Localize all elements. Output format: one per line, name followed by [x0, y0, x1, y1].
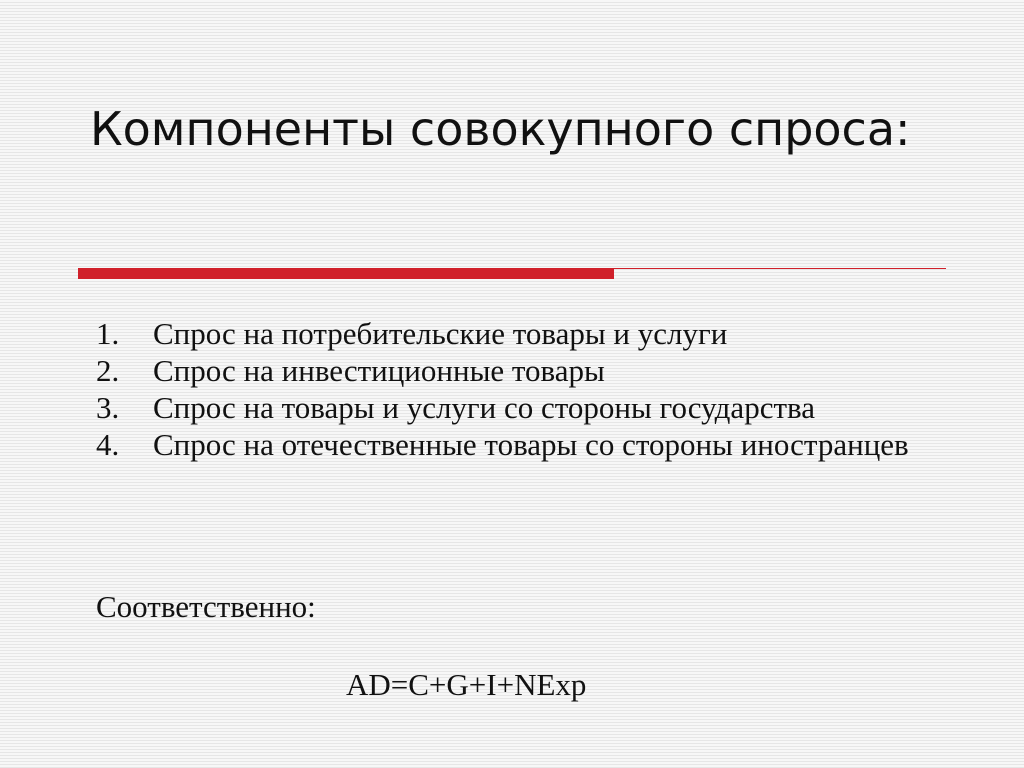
components-list [96, 315, 912, 463]
list-item-number: 2. [96, 353, 120, 388]
list-item [96, 389, 912, 426]
list-item-text: Спрос на отечественные товары со стороны иностранцев [153, 427, 909, 462]
list-item-number: 4. [96, 427, 120, 462]
list-item-text: Спрос на инвестиционные товары [153, 353, 605, 388]
title-divider-thick [78, 268, 614, 279]
list-item-number: 3. [96, 390, 120, 425]
aggregate-demand-formula: AD=C+G+I+NExp [346, 667, 587, 702]
list-item-number: 1. [96, 316, 120, 351]
list-item [96, 315, 912, 352]
list-item [96, 352, 912, 389]
slide-title: Компоненты совокупного спроса: [90, 102, 911, 156]
list-item [96, 426, 912, 463]
list-item-text: Спрос на потребительские товары и услуги [153, 316, 728, 351]
title-divider-thin [614, 268, 946, 269]
consequently-label: Соответственно: [96, 589, 316, 624]
list-item-text: Спрос на товары и услуги со стороны государства [153, 390, 815, 425]
